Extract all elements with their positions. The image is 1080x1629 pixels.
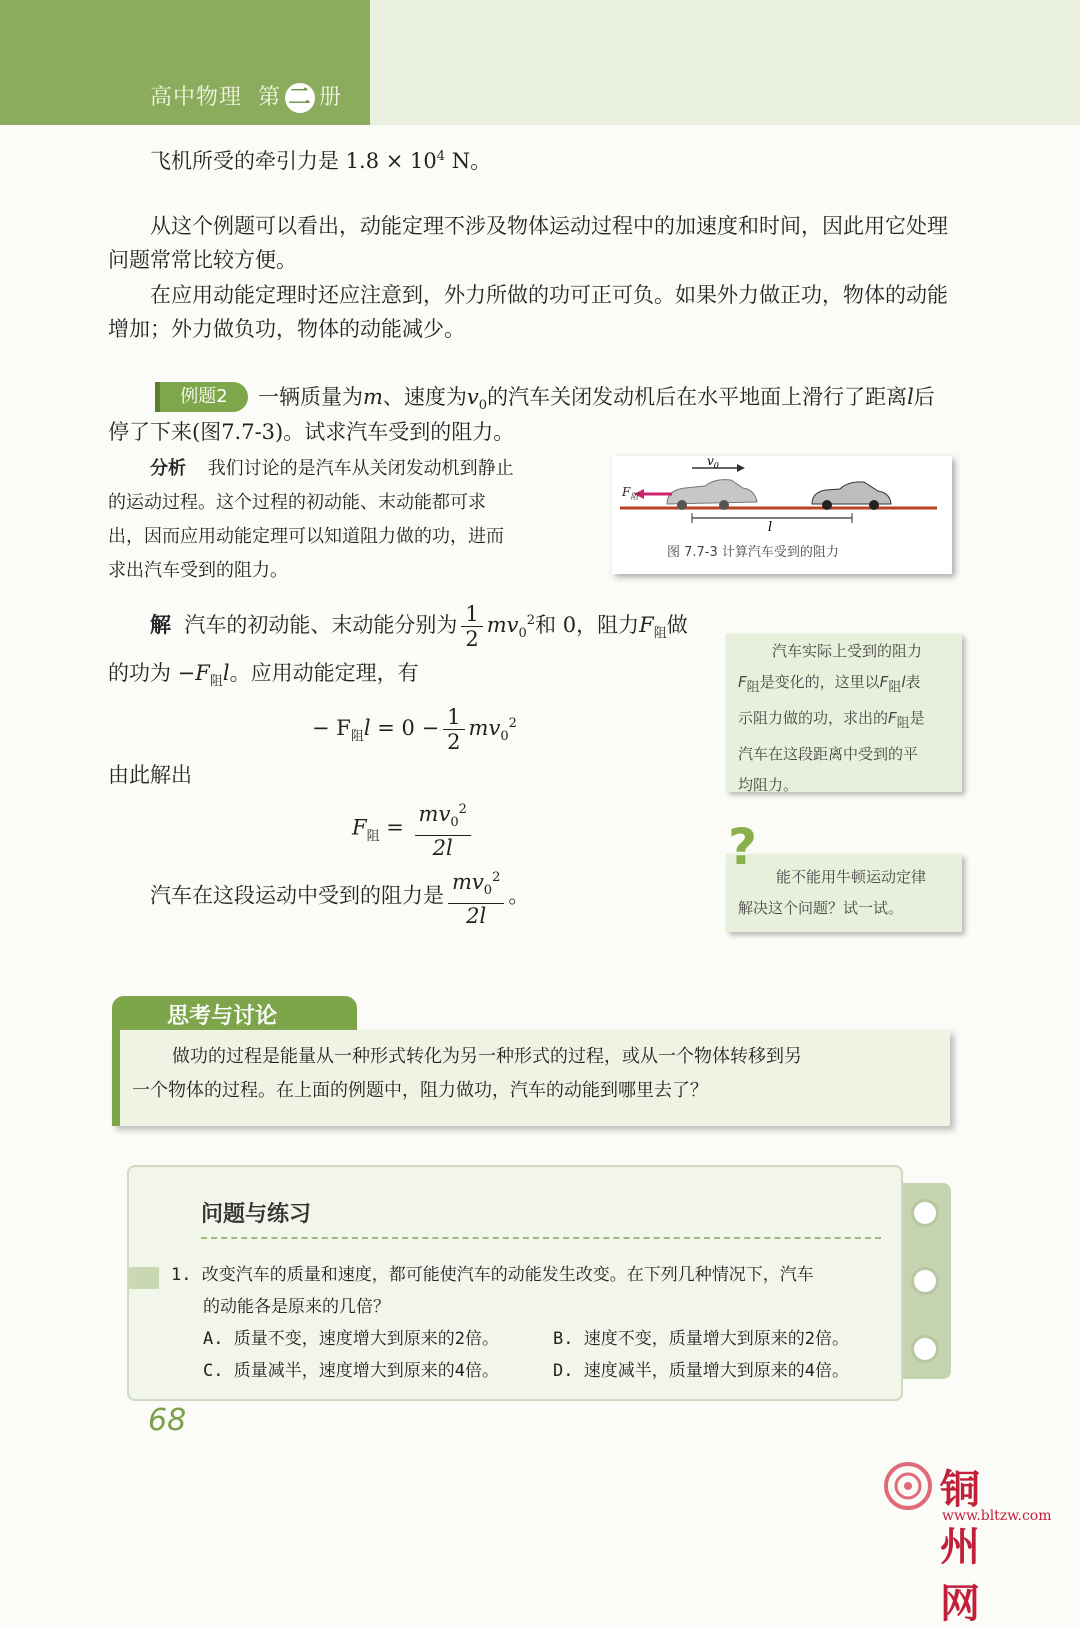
figure-caption: 图 7.7-3 计算汽车受到的阻力 [667, 545, 839, 560]
exercise-box [127, 1165, 903, 1401]
solution-label: 解 [150, 612, 171, 637]
question-1: 1. 改变汽车的质量和速度，都可能使汽车的动能发生改变。在下列几种情况下，汽车 的动能各是原来的几倍？ A. 质量不变，速度增大到原来的2倍。 B. 速度不变，质量增大到原来的2倍。 C. 质量减半，速度增大到原来的4倍。 D. 速度减半，质量增大到原来的4倍。 [171, 1265, 849, 1381]
exercise-title: 问题与练习 [201, 1201, 312, 1227]
book-title: 高中物理 第 二 册 [150, 80, 342, 113]
paragraph-1: 从这个例题可以看出，动能定理不涉及物体运动过程中的加速度和时间，因此用它处理 问题常常比较方便。 [108, 214, 948, 272]
car-stopped-icon [812, 482, 891, 510]
watermark-name: 铜州网 [940, 1467, 980, 1627]
watermark-url: www.bltzw.com [942, 1508, 1052, 1524]
result-line: 飞机所受的牵引力是 $1.8 \times 10^4$ N。 [150, 149, 492, 173]
ring-icon [911, 1199, 939, 1227]
example-statement-2: 停了下来(图7.7-3)。试求汽车受到的阻力。 [108, 420, 515, 444]
analysis-label: 分析 [150, 458, 186, 479]
solution-line-2: 的功为 $-F_阻l$。应用动能定理，有 [108, 661, 419, 690]
think-title: 思考与讨论 [112, 996, 357, 1036]
question-marker [129, 1267, 159, 1289]
paragraph-2: 在应用动能定理时还应注意到，外力所做的功可正可负。如果外力做正功，物体的动能 增加；外力做负功，物体的动能减少。 [108, 283, 948, 341]
header-light-band [370, 0, 1080, 125]
ring-icon [911, 1267, 939, 1295]
think-text: 做功的过程是能量从一种形式转化为另一种形式的过程，或从一个物体转移到另 一个物体的过程。在上面的例题中，阻力做功，汽车的动能到哪里去了？ [132, 1046, 802, 1101]
ring-icon [911, 1335, 939, 1363]
example-tag: 例题2 [155, 382, 248, 412]
analysis-block: 分析 我们讨论的是汽车从关闭发动机到静止 的运动过程。这个过程的初动能、末动能都可求 出，因而应用动能定理可以知道阻力做的功，进而 求出汽车受到的阻力。 [108, 458, 514, 581]
car-moving-icon [667, 480, 757, 510]
watermark-logo-icon [880, 1458, 936, 1514]
exercise-tab [897, 1183, 951, 1379]
figure-7-7-3 [612, 456, 952, 574]
question-note: ? 能不能用牛顿运动定律 解决这个问题？试一试。 [726, 854, 962, 932]
car-diagram [612, 456, 952, 574]
derive-label: 由此解出 [108, 763, 192, 787]
equation-2: $F_阻$ = $\frac{mv_0^2}{2l}$ [352, 798, 475, 860]
divider [201, 1237, 881, 1239]
side-note: 汽车实际上受到的阻力 F阻是变化的，这里以F阻l表 示阻力做的功，求出的F阻是 汽车在这段距离中受到的平 均阻力。 [726, 634, 962, 792]
solution-line-1: 解 汽车的初动能、末动能分别为 $\frac{1}{2}$ $mv_0^2$和 0，阻力$F_阻$做 [150, 602, 688, 651]
solution-result: 汽车在这段运动中受到的阻力是 $\frac{mv_0^2}{2l}$ 。 [150, 866, 529, 928]
distance-label: l [768, 520, 773, 535]
force-label: $F_阻$ [622, 485, 639, 501]
page-number: 68 [148, 1403, 187, 1438]
equation-1: − $F_阻l = 0$ − $\frac{1}{2}$ $mv_0^2$ [312, 705, 517, 754]
example-statement: 一辆质量为m、速度为$v_0$的汽车关闭发动机后在水平地面上滑行了距离l后 [258, 385, 935, 414]
think-box [112, 1030, 950, 1126]
question-mark-icon: ? [728, 818, 758, 876]
velocity-label: $v_0$ [707, 456, 719, 470]
